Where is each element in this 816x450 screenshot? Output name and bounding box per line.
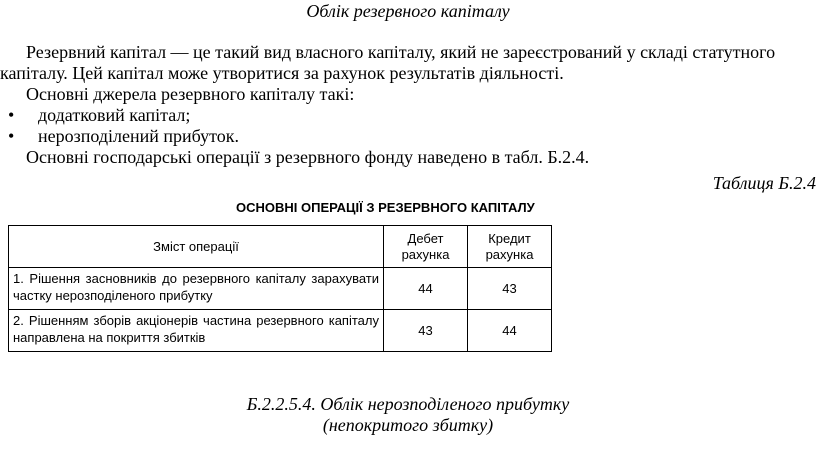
row-debit: 44	[384, 268, 468, 310]
table-caption: Таблиця Б.2.4	[712, 173, 816, 193]
section-title: Облік резервного капіталу	[306, 1, 510, 21]
row-credit: 44	[468, 310, 552, 352]
header-credit-line2: рахунка	[485, 246, 534, 262]
paragraph-2: Основні джерела резервного капіталу такі:	[26, 84, 355, 104]
row-text: 2. Рішенням зборів акціонерів частина резервного капіталу направлена на покриття збитків	[9, 310, 384, 352]
header-credit-line1: Кредит	[488, 230, 531, 246]
list-item: додатковий капітал;	[38, 105, 191, 125]
table-title: ОСНОВНІ ОПЕРАЦІЇ З РЕЗЕРВНОГО КАПІТАЛУ	[236, 200, 535, 215]
row-text: 1. Рішення засновників до резервного капіталу зарахувати частку нерозподіленого прибутку	[9, 268, 384, 310]
header-debit-line1: Дебет	[407, 230, 444, 246]
table-row	[9, 268, 552, 310]
bullet-dot-icon: •	[8, 126, 15, 146]
row-debit: 43	[384, 310, 468, 352]
header-debit-line2: рахунка	[401, 246, 450, 262]
bullet-dot-icon: •	[8, 105, 15, 125]
paragraph-3: Основні господарські операції з резервного фонду наведено в табл. Б.2.4.	[26, 147, 590, 167]
operations-table	[8, 225, 552, 352]
header-debit	[384, 226, 468, 268]
table-row	[9, 310, 552, 352]
next-section-title-line1: Б.2.2.5.4. Облік нерозподіленого прибутку	[246, 394, 570, 414]
paragraph-1-line-1: Резервний капітал — це такий вид власного капіталу, який не зареєстрований у складі статутного	[26, 42, 776, 62]
header-credit	[468, 226, 552, 268]
list-item: нерозподілений прибуток.	[38, 126, 239, 146]
paragraph-1-line-2: капіталу. Цей капітал може утворитися за рахунок результатів діяльності.	[0, 63, 564, 83]
table-header-row	[9, 226, 552, 268]
row-credit: 43	[468, 268, 552, 310]
header-content: Зміст операції	[9, 226, 384, 268]
next-section-title-line2: (непокритого збитку)	[322, 415, 494, 435]
